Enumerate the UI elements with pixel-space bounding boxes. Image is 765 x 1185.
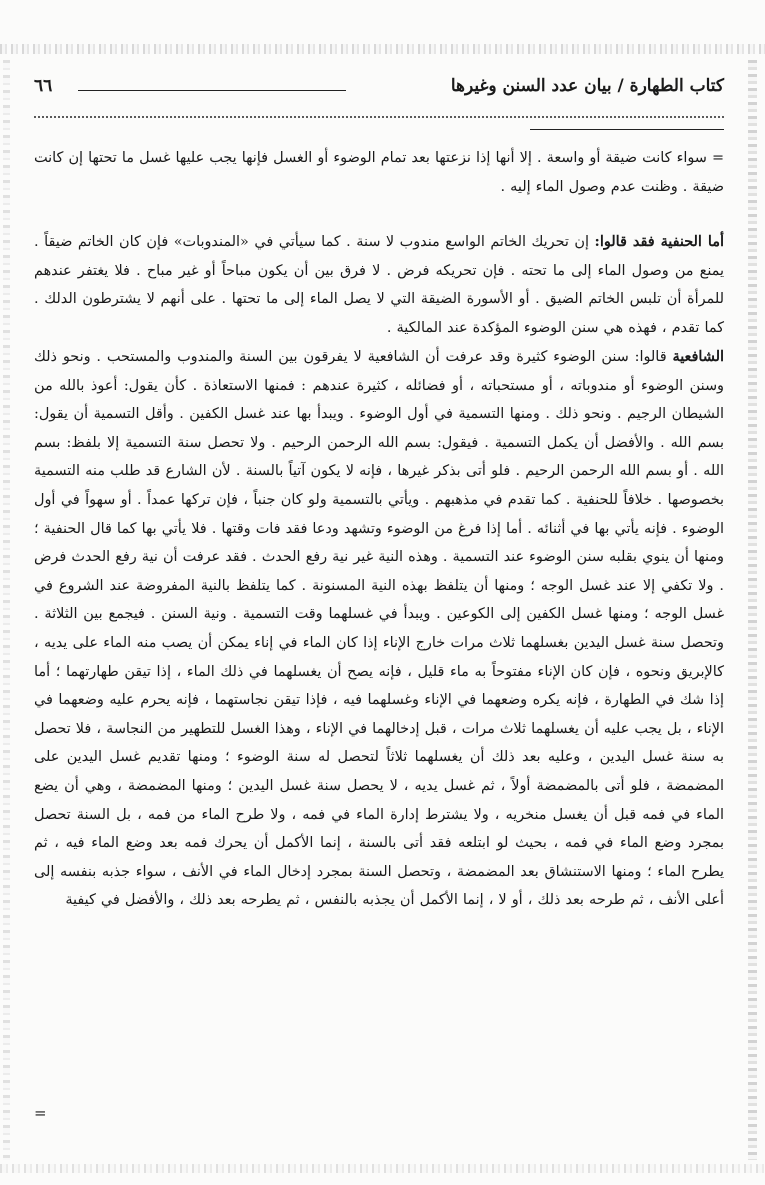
footnote-separator	[530, 129, 724, 130]
page-number: ٦٦	[34, 76, 53, 96]
chapter-title: كتاب الطهارة / بيان عدد السنن وغيرها	[450, 76, 724, 96]
scan-border-left	[3, 60, 10, 1160]
continuation-marker-end: =	[34, 1104, 47, 1122]
scan-border-bottom	[0, 1164, 765, 1173]
scan-border-right	[748, 60, 757, 1160]
page-header	[34, 76, 724, 104]
footnote-paragraph-1	[34, 144, 724, 201]
footnote-paragraph-2	[34, 228, 724, 342]
continuation-marker-start: =	[711, 150, 724, 166]
paragraph-text: قالوا: سنن الوضوء كثيرة وقد عرفت أن الشافعية لا يفرقون بين السنة والمندوب والمستحب . ونحو ذلك وسنن الوضوء أو مندوباته ، أو مستحباته ، أو فضائله ، كثيرة عندهم : فمنها الاستعاذة . كأن يقول: أعوذ بالله من الشيطان الرجيم . ونحو ذلك . ومنها التسمية في أول الوضوء . ويبدأ بها عند غسل الكفين . وأقل التسمية أن يقول: بسم الله . والأفضل أن يكمل التسمية . فيقول: بسم الله الرحمن الرحيم . ولا تحصل سنة التسمية إلا بلفظ: بسم الله . أو بسم الله الرحمن الرحيم . فلو أتى بذكر غيرها ، فإنه لا يكون آتياً بالسنة . لأن الشارع قد طلب منه التسمية بخصوصها . خلافاً للحنفية . كما تقدم في مذهبهم . ويأتي بالتسمية ولو كان جنباً ، فإن تركها عمداً . أو سهواً في أول الوضوء . فإنه يأتي بها في أثنائه . أما إذا فرغ من الوضوء وتشهد ودعا فقد فات وقتها . فلا يأتي بها كما قال الحنفية ؛ ومنها أن ينوي بقلبه سنن الوضوء عند التسمية . وهذه النية غير نية رفع الحدث . فقد عرفت أن نية رفع الحدث فرض . ولا تكفي إلا عند غسل الوجه ؛ ومنها أن يتلفظ بهذه النية المسنونة . كما يتلفظ بالنية المفروضة عند الشروع في غسل الوجه ؛ ومنها غسل الكفين إلى الكوعين . ويبدأ في غسلهما وقت التسمية . ونية السنن . فيجمع بين الثلاثة . وتحصل سنة غسل اليدين بغسلهما ثلاث مرات خارج الإناء إذا كان الماء في إناء يمكن أن يصب منه الماء على يديه ، كالإبريق ونحوه ، فإن كان الإناء مفتوحاً به ماء قليل ، فإنه يصح أن يغسلهما في ذلك الماء ، إذا تيقن طهارتهما ؛ أما إذا شك في الطهارة ، فإنه يكره وضعهما في الإناء وغسلهما فيه ، فإذا تيقن نجاستهما ، فإنه يحرم عليه وضعهما في الإناء ، بل يجب عليه أن يغسلهما ثلاث مرات ، قبل إدخالهما في الإناء ، وهذا الغسل للتطهير من النجاسة ، فلا تحصل به سنة غسل اليدين ، وعليه بعد ذلك أن يغسلهما ثلاثاً لتحصل له سنة الوضوء ؛ ومنها تقديم غسل اليدين على المضمضة ، فلو أتى بالمضمضة أولاً ، ثم غسل يديه ، لا يحصل سنة غسل اليدين ؛ ومنها المضمضة ، وهي أن يضع الماء في فمه قبل أن يغسل منخريه ، ولا يشترط إدارة الماء في فمه ، ولا طرح الماء من فمه ، بل السنة تحصل بمجرد وضع الماء في فمه ، بحيث لو ابتلعه فقد أتى بالسنة ، إنما الأكمل أن يحرك فمه بعد وضع الماء فيه ، ثم يطرح الماء ؛ ومنها الاستنشاق بعد المضمضة ، وتحصل السنة بمجرد إدخال الماء في الأنف ، سواء جذبه بنفسه إلى أعلى الأنف ، ثم طرحه بعد ذلك ، أو لا ، إنما الأكمل أن يجذبه بالنفس ، ثم يطرحه بعد ذلك ، والأفضل في كيفية	[34, 349, 724, 909]
hanafi-lead: أما الحنفية فقد قالوا:	[594, 233, 724, 250]
scan-border-top	[0, 44, 765, 54]
shafii-lead: الشافعية	[672, 348, 724, 365]
footnote-paragraph-3	[34, 343, 724, 915]
paragraph-text: سواء كانت ضيقة أو واسعة . إلا أنها إذا نزعتها بعد تمام الوضوء أو الغسل فإنها يجب عليها غسل ما تحتها إن كانت ضيقة . وظنت عدم وصول الماء إليه .	[34, 150, 724, 195]
paragraph-text: إن تحريك الخاتم الواسع مندوب لا سنة . كما سيأتي في «المندوبات» فإن كان الخاتم ضيقاً . يمنع من وصول الماء إلى ما تحته . فإن تحريكه فرض . لا فرق بين أن يكون مباحاً أو غير مباح . فلا يغتفر عندهم للمرأة أن تلبس الخاتم الضيق . أو الأسورة الضيقة التي لا يصل الماء إلى ما تحتها . على أنهم لا يشترطون الدلك . كما تقدم ، فهذه هي سنن الوضوء المؤكدة عند المالكية .	[34, 234, 724, 336]
header-dotted-rule	[34, 116, 724, 120]
header-rule	[78, 90, 346, 91]
